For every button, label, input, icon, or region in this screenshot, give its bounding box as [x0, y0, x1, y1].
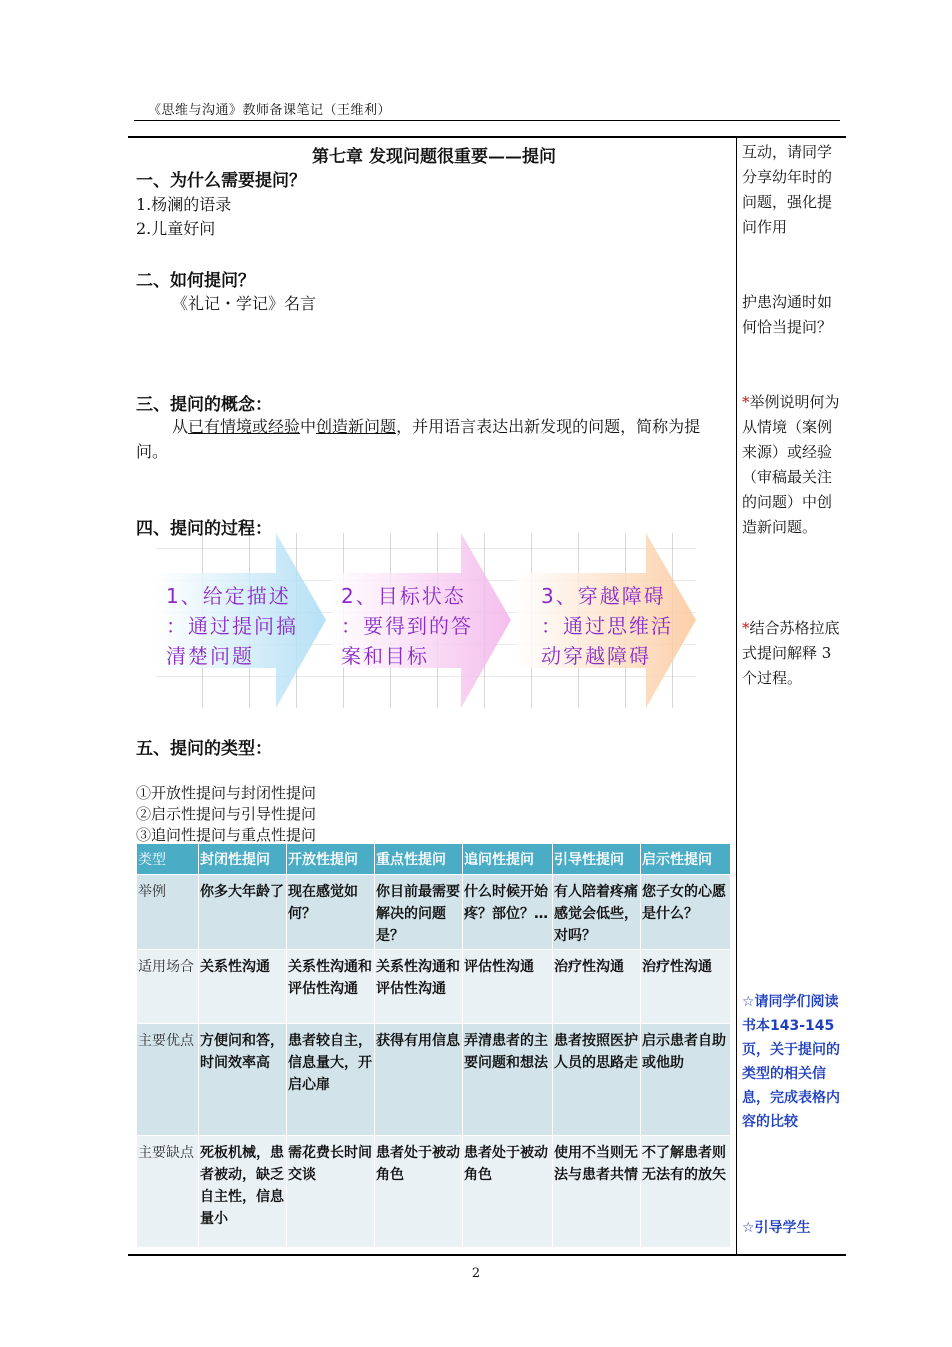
table-header-cell: 开放性提问	[287, 844, 375, 875]
section-1-heading: 一、为什么需要提问？	[136, 171, 306, 191]
table-cell: 弄清患者的主要问题和想法	[463, 1024, 553, 1136]
table-cell: 不了解患者则无法有的放矢	[641, 1136, 731, 1248]
page-number: 2	[471, 1266, 481, 1281]
section-2-text: 《礼记・学记》名言	[172, 294, 317, 313]
section-1-item: 2.儿童好问	[136, 219, 216, 238]
table-row	[137, 875, 731, 950]
process-step-2	[331, 533, 511, 708]
table-header-cell: 启示性提问	[641, 844, 731, 875]
table-row	[137, 1024, 731, 1136]
table-cell: 现在感觉如何？	[287, 875, 375, 950]
side-note-guide: ☆引导学生	[742, 1220, 811, 1236]
step-text: 2、目标状态 ：要得到的答 案和目标	[341, 584, 473, 668]
section-3-heading: 三、提问的概念：	[136, 395, 272, 415]
process-step-1	[156, 533, 326, 708]
section-2-heading: 二、如何提问？	[136, 271, 255, 291]
table-cell: 你多大年龄了	[199, 875, 287, 950]
table-header-cell: 类型	[137, 844, 199, 875]
table-cell: 治疗性沟通	[641, 950, 731, 1024]
table-cell: 需花费长时间交谈	[287, 1136, 375, 1248]
table-cell: 关系性沟通和评估性沟通	[287, 950, 375, 1024]
table-cell: 获得有用信息	[375, 1024, 463, 1136]
underlined-phrase: 已有情境或经验	[188, 417, 301, 436]
table-row	[137, 1136, 731, 1248]
table-header-cell: 封闭性提问	[199, 844, 287, 875]
concept-definition: 从已有情境或经验中创造新问题，并用语言表达出新发现的问题，简称为提问。	[136, 417, 701, 461]
row-label: 主要缺点	[137, 1136, 199, 1248]
row-label: 适用场合	[137, 950, 199, 1024]
section-4-heading: 四、提问的过程：	[136, 519, 272, 539]
step-text: 1、给定描述 ：通过提问搞 清楚问题	[166, 584, 298, 668]
header-rule	[134, 120, 840, 121]
table-cell: 患者处于被动角色	[463, 1136, 553, 1248]
star-marker: *	[742, 393, 750, 411]
table-cell: 有人陪着疼痛感觉会低些，对吗？	[553, 875, 641, 950]
table-cell: 使用不当则无法与患者共情	[553, 1136, 641, 1248]
table-cell: 你目前最需要解决的问题是？	[375, 875, 463, 950]
side-note-reading-task: ☆请同学们阅读书本143-145页，关于提问的类型的相关信息，完成表格内容的比较	[742, 994, 840, 1130]
star-marker: *	[742, 619, 750, 637]
table-cell: 关系性沟通	[199, 950, 287, 1024]
column-divider	[736, 138, 737, 1254]
table-cell: 患者处于被动角色	[375, 1136, 463, 1248]
table-cell: 您子女的心愿是什么？	[641, 875, 731, 950]
table-cell: 患者较自主，信息量大，开启心扉	[287, 1024, 375, 1136]
type-item: ①开放性提问与封闭性提问	[136, 784, 317, 802]
process-diagram	[156, 533, 696, 708]
side-note: *结合苏格拉底式提问解释 3 个过程。	[742, 619, 840, 687]
table-cell: 患者按照医护人员的思路走	[553, 1024, 641, 1136]
row-label: 主要优点	[137, 1024, 199, 1136]
chapter-title: 第七章 发现问题很重要——提问	[312, 147, 556, 167]
page-header: 《思维与沟通》教师备课笔记（王维利）	[148, 103, 392, 118]
table-header-row	[137, 844, 731, 875]
table-header-cell: 追问性提问	[463, 844, 553, 875]
content-frame	[128, 136, 846, 1256]
table-header-cell: 重点性提问	[375, 844, 463, 875]
table-cell: 方便问和答，时间效率高	[199, 1024, 287, 1136]
side-note: 护患沟通时如何恰当提问？	[742, 293, 833, 336]
table-cell: 治疗性沟通	[553, 950, 641, 1024]
type-item: ②启示性提问与引导性提问	[136, 805, 317, 823]
underlined-phrase: 创造新问题	[316, 417, 397, 436]
process-step-3	[516, 533, 696, 708]
table-header-cell: 引导性提问	[553, 844, 641, 875]
section-1-item: 1.杨澜的语录	[136, 195, 232, 214]
section-5-heading: 五、提问的类型：	[136, 739, 272, 759]
comparison-table	[136, 843, 731, 1248]
table-row	[137, 950, 731, 1024]
table-cell: 启示患者自助或他助	[641, 1024, 731, 1136]
row-label: 举例	[137, 875, 199, 950]
table-cell: 关系性沟通和评估性沟通	[375, 950, 463, 1024]
table-cell: 死板机械，患者被动，缺乏自主性，信息量小	[199, 1136, 287, 1248]
side-note: 互动，请同学分享幼年时的问题，强化提问作用	[742, 143, 833, 236]
table-cell: 什么时候开始疼？部位？…	[463, 875, 553, 950]
table-cell: 评估性沟通	[463, 950, 553, 1024]
side-note: *举例说明何为从情境（案例来源）或经验（审稿最关注的问题）中创造新问题。	[742, 393, 840, 536]
type-item: ③追问性提问与重点性提问	[136, 826, 317, 844]
step-text: 3、穿越障碍 ：通过思维活 动穿越障碍	[541, 584, 673, 668]
